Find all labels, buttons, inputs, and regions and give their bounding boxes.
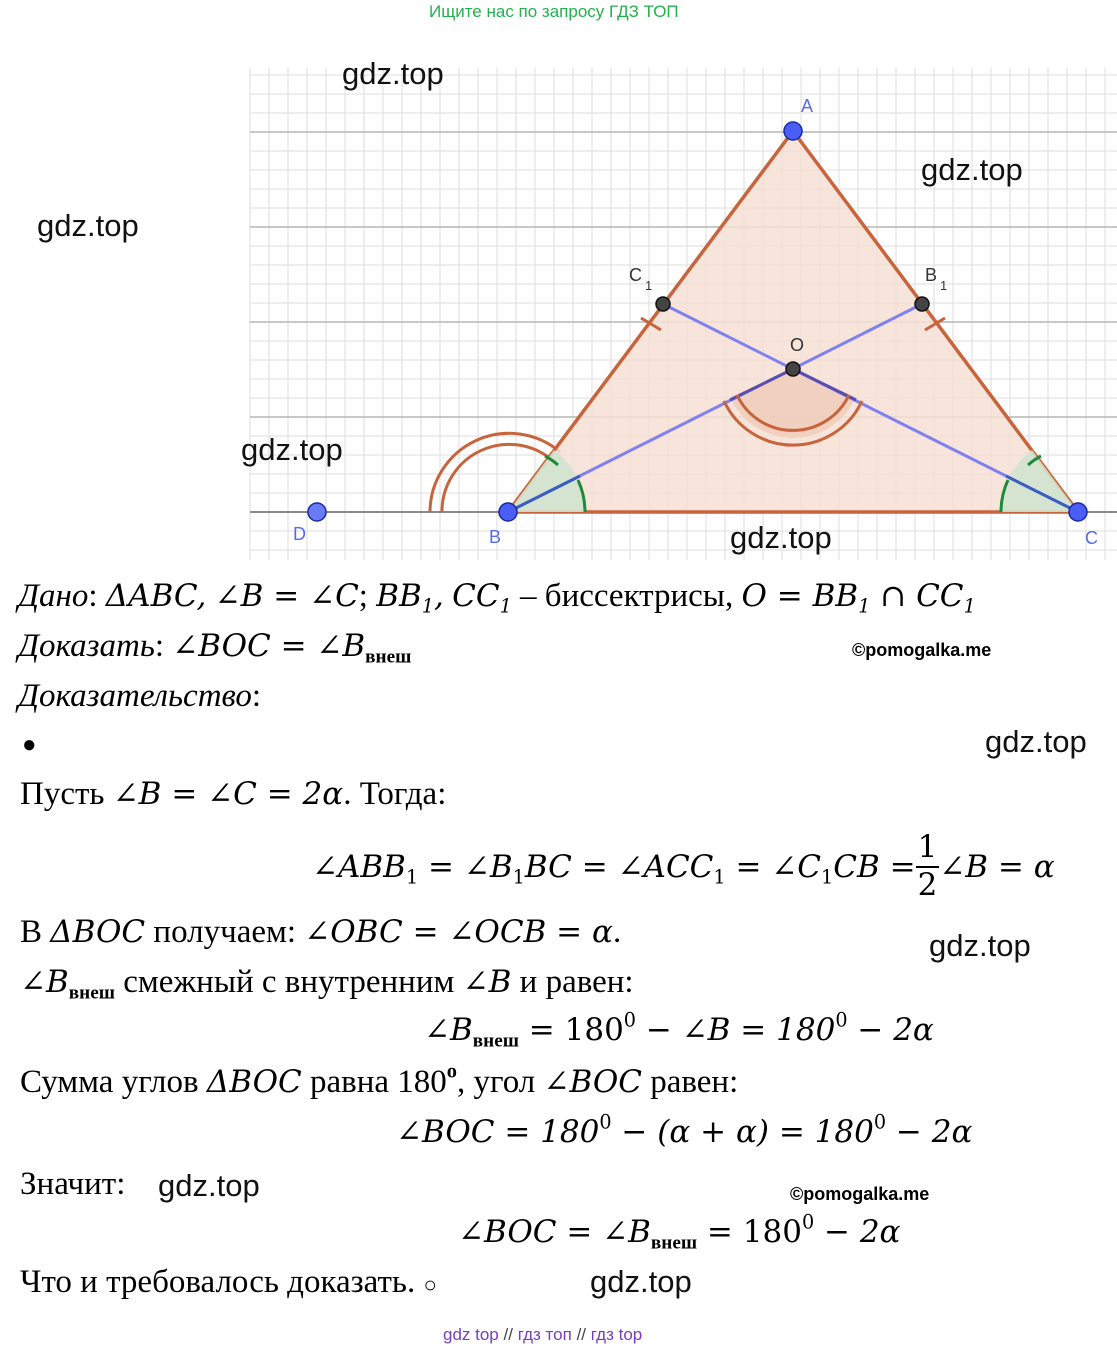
fraction-one-half: $\frac{1}{2}$	[917, 829, 938, 903]
footer-link[interactable]: gdz top	[443, 1325, 499, 1344]
watermark-gdz: gdz.top	[37, 208, 139, 243]
prove-expr: ∠BOC = $\angle B_{внеш}$	[172, 628, 412, 668]
point-B1	[915, 297, 929, 311]
label-O: O	[790, 335, 805, 355]
given-o-def: $O = BB_1$ ∩ $CC_1$	[741, 578, 976, 618]
footer-link[interactable]: гдз top	[590, 1325, 643, 1344]
geometry-figure	[0, 0, 1117, 560]
point-D	[308, 503, 326, 521]
equation-exterior-angle: $\angle B_{внеш} = 180^0$ − ∠B = $180^0 - 2\alpha$	[424, 1008, 934, 1052]
therefore-label: Значит:	[20, 1166, 126, 1202]
prove-label: Доказать	[18, 628, 155, 664]
qed-mark: ○	[423, 1272, 437, 1297]
qed-line: Что и требовалось доказать. ○	[20, 1264, 437, 1300]
label-D: D	[293, 524, 306, 544]
point-O	[786, 362, 800, 376]
top-banner: Ищите нас по запросу ГДЗ ТОП	[429, 2, 679, 21]
point-A	[784, 122, 802, 140]
watermark-gdz: gdz.top	[158, 1168, 260, 1203]
label-A: A	[801, 96, 814, 116]
footer-link[interactable]: гдз топ	[517, 1325, 572, 1344]
equation-conclusion: ∠BOC = $\angle B_{внеш} = 180^0 - 2\alpha$	[458, 1210, 901, 1254]
watermark-gdz: gdz.top	[241, 432, 343, 467]
label-B1: B	[925, 265, 938, 285]
watermark-gdz: gdz.top	[342, 56, 444, 91]
copyright-watermark: ©pomogalka.me	[852, 640, 992, 660]
given-line: Дано: ΔABC, ∠B = ∠C; $BB_1$, $CC_1$ – биссектрисы, $O = BB_1$ ∩ $CC_1$	[18, 578, 976, 618]
watermark-gdz: gdz.top	[921, 152, 1023, 187]
angle-sum-line: Сумма углов ΔBOC равна 180$^o$, угол ∠BOC равен:	[20, 1060, 739, 1100]
point-C1	[656, 297, 670, 311]
label-B: B	[489, 527, 502, 547]
label-B1-sub: 1	[940, 278, 948, 293]
given-label: Дано	[18, 578, 89, 614]
given-bisector-bb: $BB_1$,	[376, 578, 444, 618]
let-word: Пусть	[20, 776, 105, 812]
footer: gdz top // гдз топ // гдз top	[443, 1325, 643, 1344]
let-expr: ∠B = ∠C = 2α	[112, 776, 344, 812]
copyright-watermark: ©pomogalka.me	[790, 1184, 930, 1204]
bullet: ●	[22, 732, 37, 758]
equation-boc: ∠BOC = $180^0 - (\alpha + \alpha) = 180^0 - 2\alpha$	[396, 1110, 973, 1150]
label-C: C	[1085, 528, 1098, 548]
boc-line: В ΔBOC получаем: ∠OBC = ∠OCB = α.	[20, 914, 622, 950]
proof-heading: Доказательство:	[18, 678, 262, 714]
then-word: . Тогда:	[343, 776, 447, 812]
let-line	[20, 776, 446, 813]
given-bisectors-text: – биссектрисы,	[520, 578, 734, 614]
watermark-gdz: gdz.top	[590, 1264, 692, 1299]
given-triangle: ΔABC	[105, 578, 197, 614]
prove-line: Доказать: ∠BOC = $\angle B_{внеш}$	[18, 628, 412, 668]
watermark-gdz: gdz.top	[730, 520, 832, 555]
watermark-gdz: gdz.top	[929, 928, 1031, 963]
label-C1-sub: 1	[645, 278, 653, 293]
equation-bisector-angles: $\angle ABB_1$ = $\angle B_1BC$ = $\angle ACC_1$ = $\angle C_1CB$ = $\frac{1}{2}$ ∠B = α	[312, 829, 1055, 903]
given-angles: ∠B = ∠C	[214, 578, 359, 614]
given-bisector-cc: $CC_1$	[452, 578, 512, 618]
exterior-angle-line: $\angle B_{внеш}$ смежный с внутренним ∠B и равен:	[20, 964, 634, 1004]
watermark-gdz: gdz.top	[985, 724, 1087, 759]
point-B	[499, 503, 517, 521]
label-C1: C	[629, 265, 642, 285]
point-C	[1069, 503, 1087, 521]
